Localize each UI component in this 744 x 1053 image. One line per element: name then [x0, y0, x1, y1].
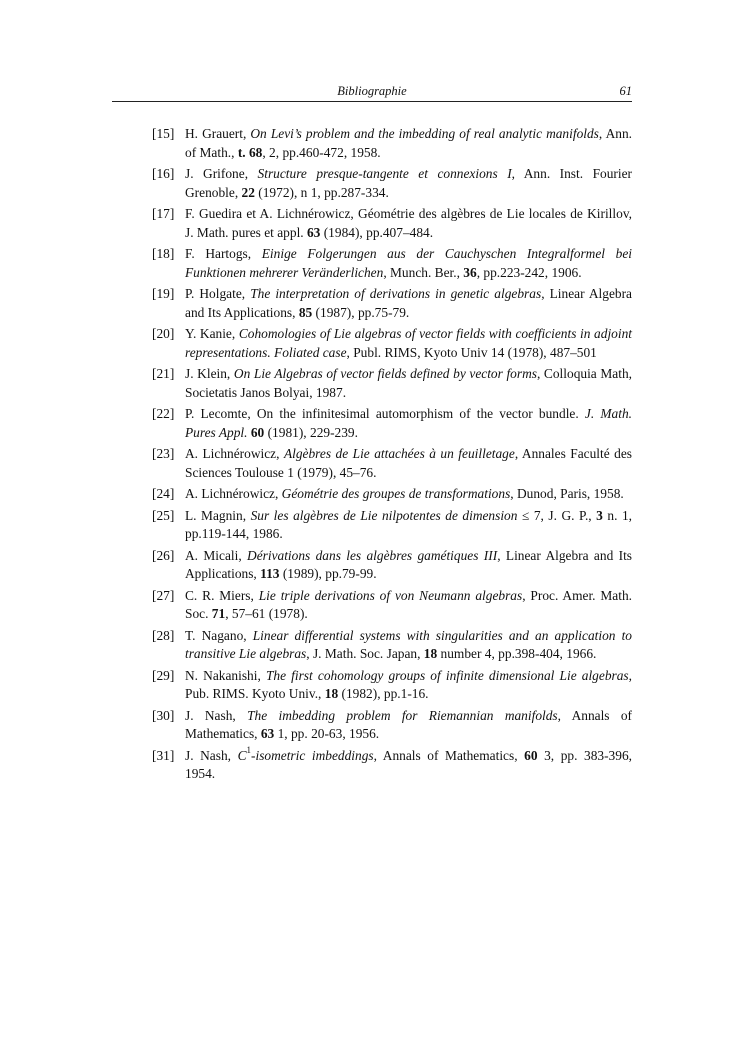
reference-segment: , Munch. Ber., [383, 264, 464, 280]
reference-segment: (1982), pp.1-16. [338, 686, 429, 701]
reference-title: -isometric imbeddings [251, 747, 374, 763]
reference-title: Lie triple derivations of von Neumann algebras [258, 587, 523, 603]
reference-item [152, 125, 632, 162]
reference-text [185, 365, 632, 402]
reference-segment: N. Nakanishi, [185, 667, 266, 683]
reference-title: J. Math. Pures Appl. [185, 406, 632, 440]
reference-text [185, 627, 632, 664]
reference-item [152, 507, 632, 544]
reference-item [152, 445, 632, 482]
reference-title: Sur les algèbres de Lie nilpotentes de dimension [250, 507, 518, 523]
reference-segment: Y. Kanie, [185, 326, 239, 341]
reference-number: [26] [152, 547, 175, 563]
reference-text [185, 485, 632, 504]
reference-segment: (1987), pp.75-79. [312, 304, 410, 320]
reference-number: [31] [152, 747, 175, 763]
reference-number: [22] [152, 406, 175, 421]
reference-segment: , Pub. RIMS. Kyoto Univ., [185, 667, 632, 701]
reference-segment: A. Lichnérowicz, [185, 486, 282, 501]
reference-title: Structure presque-tangente et connexions I [257, 166, 512, 181]
reference-segment: F. Guedira et A. Lichnérowicz, Géométrie des algèbres de Lie locales de Kirillov, J. Math. pures et appl. [185, 206, 632, 240]
reference-segment: , Annales Faculté des Sciences Toulouse 1 (1979), 45–76. [185, 446, 633, 480]
reference-volume: 71 [211, 606, 226, 621]
reference-text [185, 325, 632, 362]
reference-text [185, 125, 632, 162]
reference-segment: A. Lichnérowicz, [185, 446, 284, 461]
running-title: Bibliographie [337, 84, 407, 98]
reference-text [185, 205, 632, 242]
reference-item [152, 747, 632, 784]
reference-segment: A. Micali, [185, 547, 248, 563]
reference-segment: , J. Math. Soc. Japan, [306, 646, 424, 661]
reference-title: The first cohomology groups of infinite dimensional Lie algebras [265, 667, 629, 683]
reference-segment: , 2, pp.460-472, 1958. [262, 144, 381, 160]
reference-number: [18] [152, 246, 175, 261]
reference-title: Linear differential systems with singularities and an application to transitive Lie algebras [185, 627, 632, 661]
reference-volume: 63 [306, 224, 321, 240]
reference-volume: 85 [298, 304, 313, 320]
reference-item [152, 707, 632, 744]
reference-segment: J. Nash, [185, 747, 238, 763]
reference-title: Dérivations dans les algèbres gamétiques III [247, 547, 498, 563]
reference-text [185, 285, 632, 322]
reference-number: [25] [152, 507, 175, 523]
reference-item [152, 245, 632, 282]
reference-item [152, 405, 632, 442]
reference-item [152, 627, 632, 664]
reference-segment: (1984), pp.407–484. [320, 224, 434, 240]
reference-volume: 63 [260, 726, 275, 741]
reference-segment: T. Nagano, [185, 627, 253, 643]
reference-segment: n. 1, pp.119-144, 1986. [185, 507, 632, 541]
reference-segment: P. Holgate, [185, 286, 251, 301]
reference-title: On Lie Algebras of vector fields defined by vector forms [233, 366, 537, 381]
reference-volume: 113 [260, 566, 280, 581]
reference-volume: 18 [423, 646, 438, 661]
reference-item [152, 365, 632, 402]
reference-segment: 1, pp. 20-63, 1956. [274, 726, 380, 741]
reference-segment: , 57–61 (1978). [225, 606, 308, 621]
reference-item [152, 485, 632, 504]
reference-segment: , Publ. RIMS, Kyoto Univ 14 (1978), 487–501 [346, 344, 597, 360]
reference-text [185, 445, 632, 482]
reference-segment: , Annals of Mathematics, [373, 747, 525, 763]
reference-number: [21] [152, 366, 175, 381]
reference-text [185, 507, 632, 544]
reference-segment: 3, pp. 383-396, 1954. [185, 747, 632, 781]
reference-title: Géométrie des groupes de transformations [281, 486, 511, 501]
reference-number: [23] [152, 446, 175, 461]
reference-number: [17] [152, 206, 175, 221]
reference-text [185, 667, 632, 704]
reference-volume: 60 [250, 424, 265, 440]
reference-volume: 22 [241, 184, 255, 200]
reference-segment: C. R. Miers, [185, 587, 259, 603]
reference-volume: 3 [596, 507, 603, 523]
reference-list [152, 125, 632, 787]
reference-segment: , Annals of Mathematics, [185, 707, 632, 741]
reference-number: [24] [152, 486, 175, 501]
reference-segment: J. Grifone, [185, 166, 258, 181]
reference-text [185, 405, 632, 442]
reference-segment: , Ann. of Math., [185, 126, 632, 160]
reference-segment: P. Lecomte, On the infinitesimal automorphism of the vector bundle. [185, 406, 585, 421]
reference-number: [20] [152, 326, 175, 341]
reference-segment: (1989), pp.79-99. [279, 566, 377, 581]
reference-number: [15] [152, 126, 175, 141]
reference-number: [16] [152, 166, 175, 181]
reference-text [185, 245, 632, 282]
reference-volume: 18 [324, 686, 339, 701]
reference-volume: t. 68 [237, 144, 263, 160]
reference-segment: F. Hartogs, [185, 246, 262, 261]
reference-title: Cohomologies of Lie algebras of vector fields with coefficients in adjoint representations. Foliated case [185, 326, 632, 360]
reference-title: Einige Folgerungen aus der Cauchyschen Integralformel bei Funktionen mehrerer Veränderlichen [185, 246, 632, 280]
reference-text [185, 547, 632, 584]
reference-number: [28] [152, 627, 175, 643]
reference-segment: (1981), 229-239. [264, 424, 358, 440]
reference-segment: H. Grauert, [185, 126, 251, 141]
reference-segment: L. Magnin, [185, 507, 251, 523]
reference-number: [29] [152, 667, 175, 683]
reference-item [152, 667, 632, 704]
reference-text [185, 747, 632, 784]
reference-segment: 1 [246, 745, 252, 756]
reference-segment: , Linear Algebra and Its Applications, [185, 286, 632, 320]
reference-number: [19] [152, 286, 175, 301]
reference-item [152, 587, 632, 624]
reference-title: The interpretation of derivations in genetic algebras [250, 286, 542, 301]
reference-segment: ≤ 7, J. G. P., [517, 507, 597, 523]
reference-segment: , pp.223-242, 1906. [476, 264, 582, 280]
reference-segment: , Linear Algebra and Its Applications, [185, 547, 633, 581]
reference-item [152, 165, 632, 202]
reference-text [185, 165, 632, 202]
reference-item [152, 205, 632, 242]
reference-item [152, 285, 632, 322]
reference-segment: , Proc. Amer. Math. Soc. [185, 587, 632, 621]
reference-title: Algèbres de Lie attachées à un feuilletage [283, 446, 515, 461]
page-header [112, 83, 632, 102]
reference-segment: , Colloquia Math, Societatis Janos Bolyai, 1987. [185, 366, 632, 400]
reference-segment: , Ann. Inst. Fourier Grenoble, [185, 166, 632, 200]
reference-item [152, 547, 632, 584]
reference-text [185, 587, 632, 624]
reference-title: C [237, 747, 247, 763]
reference-segment: (1972), n 1, pp.287-334. [254, 184, 389, 200]
reference-number: [30] [152, 707, 175, 723]
reference-segment: J. Klein, [185, 366, 234, 381]
reference-volume: 36 [463, 264, 477, 280]
reference-item [152, 325, 632, 362]
page-number: 61 [619, 84, 632, 98]
reference-title: On Levi’s problem and the imbedding of real analytic manifolds [250, 126, 599, 141]
reference-number: [27] [152, 587, 175, 603]
reference-text [185, 707, 632, 744]
reference-segment: number 4, pp.398-404, 1966. [437, 646, 597, 661]
reference-volume: 60 [524, 747, 538, 763]
reference-title: The imbedding problem for Riemannian manifolds [247, 707, 558, 723]
reference-segment: J. Nash, [185, 707, 248, 723]
reference-segment: , Dunod, Paris, 1958. [510, 486, 624, 501]
